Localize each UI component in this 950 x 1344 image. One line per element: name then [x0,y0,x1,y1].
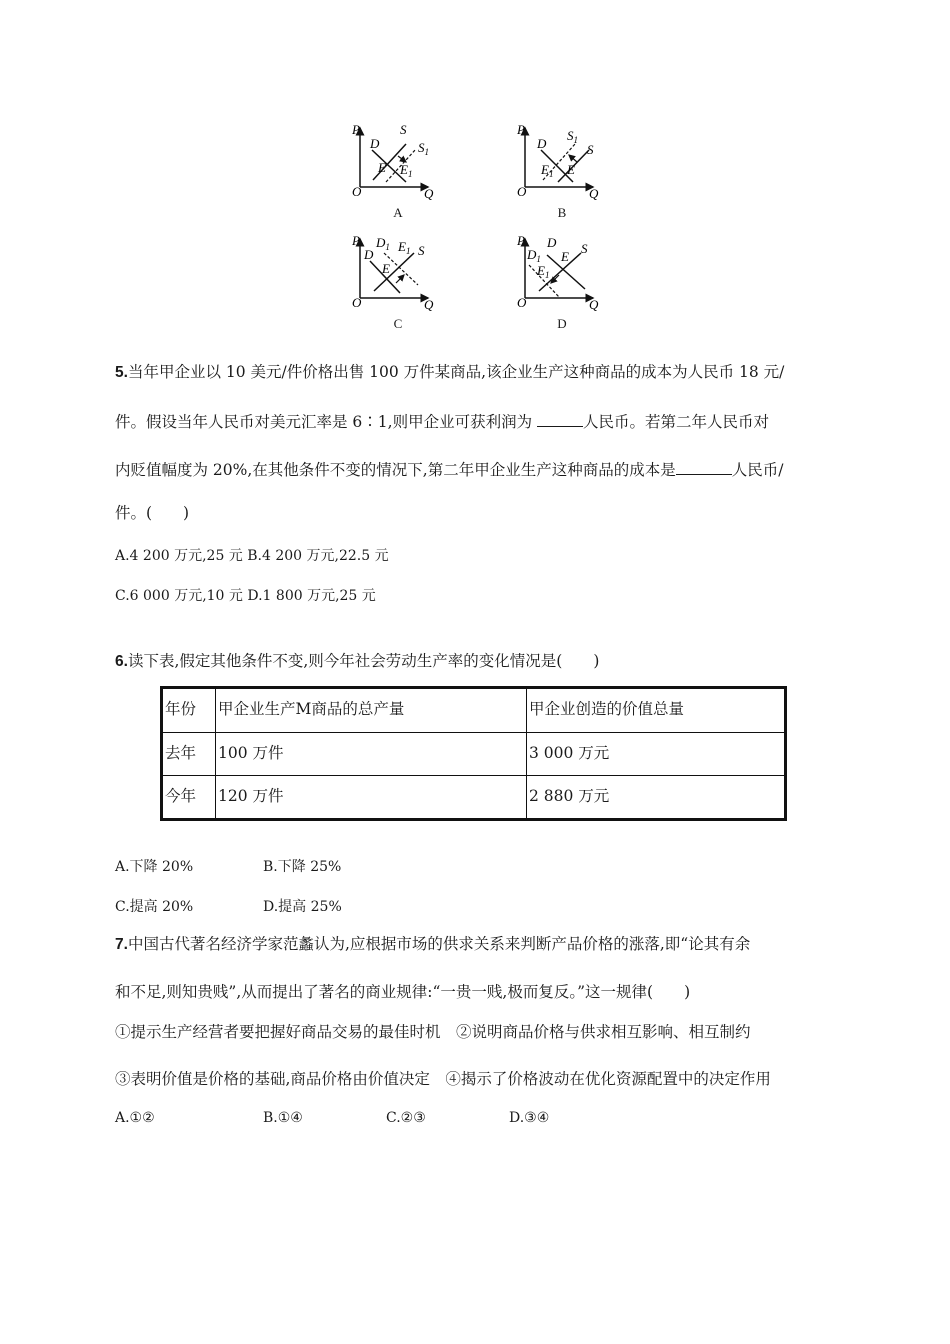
q5-line-2 [115,410,769,432]
q5-option-b: B.4 200 万元,22.5 元 [247,548,389,564]
table-header-cell: 年份 [162,688,216,733]
e1-label: $E_1$ [541,162,554,179]
q-label: Q [589,297,599,312]
q6-option-a: A.下降 20% [115,859,194,875]
graph-a-caption: A [393,205,403,220]
q5-options-ab [115,545,389,565]
q5-blank-2 [676,458,732,475]
q7-line-2: 和不足,则知贵贱”,从而提出了著名的商业规律:“一贵一贱,极而复反。”这一规律( ) [115,983,691,1001]
graph-b [513,122,613,202]
q5-option-a: A.4 200 万元,25 元 [115,548,243,564]
graph-a [348,122,448,202]
d-label: D [370,136,380,151]
e-label: E [382,261,390,276]
graph-a-svg [348,122,448,202]
d-label: D [547,235,557,250]
q6-option-d: D.提高 25% [263,899,342,915]
q6-option-b: B.下降 25% [263,859,342,875]
q7-number: 7. [115,936,128,953]
p-label: P [352,122,360,137]
q6-table [160,686,787,821]
s-label: S [400,122,407,137]
q5-text-2a: 件。假设当年人民币对美元汇率是 6∶1,则甲企业可获利润为 [115,413,538,431]
q7-option-d: D.③④ [509,1110,550,1126]
graph-d-caption: D [557,316,567,331]
q5-text-2b: 人民币。若第二年人民币对 [583,413,770,431]
o-label: O [352,295,362,310]
d1-label: $D_1$ [376,235,390,252]
graph-b-svg [513,122,613,202]
table-cell: 2 880 万元 [527,776,786,820]
q7-line-3: ①提示生产经营者要把握好商品交易的最佳时机 ②说明商品价格与供求相互影响、相互制约 [115,1023,751,1041]
s1-label: $S_1$ [567,128,578,145]
graph-c-caption: C [393,316,403,331]
q5-options-cd [115,585,376,605]
q-label: Q [589,186,599,201]
q5-text-3b: 人民币/ [731,461,784,479]
o-label: O [517,295,527,310]
p-label: P [352,233,360,248]
q5-option-c: C.6 000 万元,10 元 [115,588,243,604]
q5-blank-1 [537,410,583,427]
table-row [162,776,786,820]
graph-c-svg [348,233,448,313]
q7-line-4: ③表明价值是价格的基础,商品价格由价值决定 ④揭示了价格波动在优化资源配置中的决定作用 [115,1070,771,1088]
graph-b-caption: B [557,205,567,220]
e-label: E [567,162,575,177]
table-header-row [162,688,786,733]
e1-label: $E_1$ [398,239,411,256]
graph-c [348,233,448,313]
o-label: O [517,184,527,199]
graph-d-svg [513,233,613,313]
q-label: Q [424,297,434,312]
q6-option-c: C.提高 20% [115,899,194,915]
q7-option-a: A.①② [115,1110,155,1126]
shift-arrow [569,155,577,162]
q6-stem [115,651,599,672]
d1-label: $D_1$ [527,247,541,264]
o-label: O [352,184,362,199]
s-label: S [581,241,588,256]
table-header-cell: 甲企业创造的价值总量 [527,688,786,733]
q6-stem-text: 读下表,假定其他条件不变,则今年社会劳动生产率的变化情况是( ) [127,652,600,670]
d-label: D [364,247,374,262]
table-cell: 3 000 万元 [527,733,786,776]
q7-text-1: 中国古代著名经济学家范蠡认为,应根据市场的供求关系来判断产品价格的涨落,即“论其有余 [127,935,751,953]
e1-label: $E_1$ [537,263,550,280]
q5-line-3 [115,458,783,480]
s-label: S [418,243,425,258]
p-label: P [517,122,525,137]
s1-label: $S_1$ [418,140,429,157]
table-cell: 今年 [162,776,216,820]
q6-number: 6. [115,653,128,670]
table-cell: 100 万件 [216,733,527,776]
s-label: S [587,142,594,157]
q5-option-d: D.1 800 万元,25 元 [247,588,376,604]
q7-option-b: B.①④ [263,1110,303,1126]
graph-d [513,233,613,313]
table-row [162,733,786,776]
e1-label: $E_1$ [400,162,413,179]
q5-line-1 [115,362,784,383]
e-label: E [561,249,569,264]
table-cell: 120 万件 [216,776,527,820]
e-label: E [378,160,386,175]
q5-text-1: 当年甲企业以 10 美元/件价格出售 100 万件某商品,该企业生产这种商品的成本为人民币 18 元/ [127,363,785,381]
q5-text-3a: 内贬值幅度为 20%,在其他条件不变的情况下,第二年甲企业生产这种商品的成本是 [115,461,676,479]
table-cell: 去年 [162,733,216,776]
table-header-cell: 甲企业生产M商品的总产量 [216,688,527,733]
q5-number: 5. [115,364,128,381]
q7-line-1 [115,934,750,955]
q7-option-c: C.②③ [386,1110,426,1126]
q-label: Q [424,186,434,201]
d-label: D [537,136,547,151]
p-label: P [517,233,525,248]
shift-arrow [396,275,404,283]
q5-line-4: 件。( ) [115,504,190,522]
